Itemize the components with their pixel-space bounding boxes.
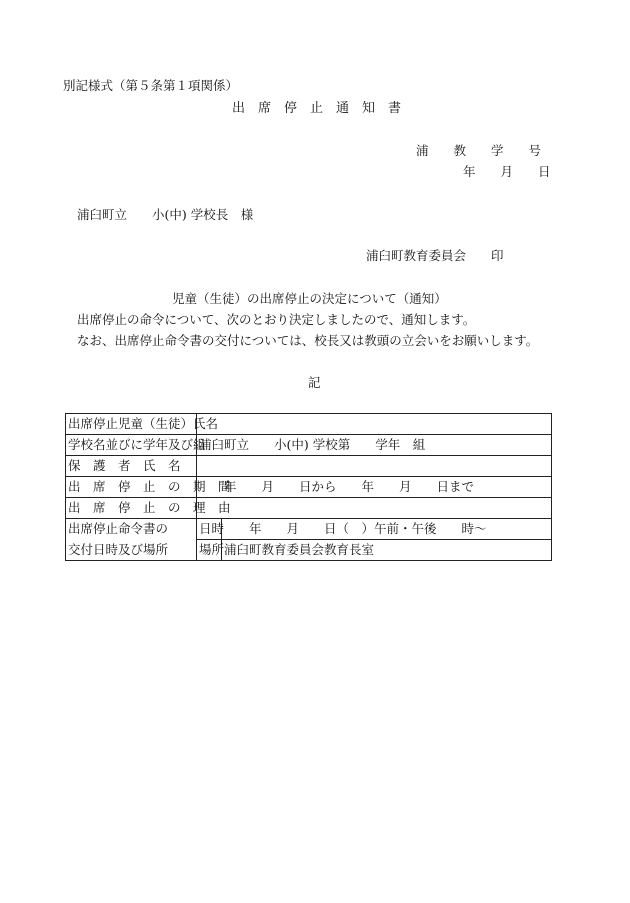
form-reference: 別記様式（第５条第１項関係） <box>63 78 239 93</box>
addressee: 浦臼町立 小(中) 学校長 様 <box>77 207 254 222</box>
row-label: 学校名並びに学年及び組 <box>66 435 197 456</box>
datetime-label: 日時 <box>197 519 222 540</box>
place-value: 浦臼町教育委員会教育長室 <box>222 540 552 561</box>
row-value <box>197 498 552 519</box>
row-value: 年 月 日から 年 月 日まで <box>197 477 552 498</box>
row-value: 浦臼町立 小(中) 学校第 学年 組 <box>197 435 552 456</box>
table-row <box>66 477 552 498</box>
notice-table <box>65 413 552 561</box>
row-label: 保 護 者 氏 名 <box>66 456 197 477</box>
row-label: 出席停止児童（生徒）氏名 <box>66 414 197 435</box>
split-label-bottom: 交付日時及び場所 <box>66 540 197 561</box>
sender: 浦臼町教育委員会 印 <box>366 248 504 263</box>
document-date: 年 月 日 <box>463 164 551 179</box>
subject-line: 児童（生徒）の出席停止の決定について（通知） <box>172 291 447 306</box>
row-label: 出 席 停 止 の 理 由 <box>66 498 197 519</box>
document-title: 出 席 停 止 通 知 書 <box>232 101 402 116</box>
body-line-1: 出席停止の命令について、次のとおり決定しましたので、通知します。 <box>77 312 476 327</box>
split-label-top: 出席停止命令書の <box>66 519 197 540</box>
table-row <box>66 456 552 477</box>
table-row <box>66 435 552 456</box>
document-number: 浦 教 学 号 <box>416 143 542 158</box>
table-row <box>66 540 552 561</box>
body-line-2: なお、出席停止命令書の交付については、校長又は教頭の立会いをお願いします。 <box>77 333 539 348</box>
place-label: 場所 <box>197 540 222 561</box>
row-value <box>197 414 552 435</box>
datetime-value: 年 月 日（ ）午前・午後 時～ <box>222 519 552 540</box>
table-row <box>66 519 552 540</box>
table-row <box>66 498 552 519</box>
table-row <box>66 414 552 435</box>
row-value <box>197 456 552 477</box>
ki-heading: 記 <box>308 375 321 390</box>
row-label: 出 席 停 止 の 期 間 <box>66 477 197 498</box>
